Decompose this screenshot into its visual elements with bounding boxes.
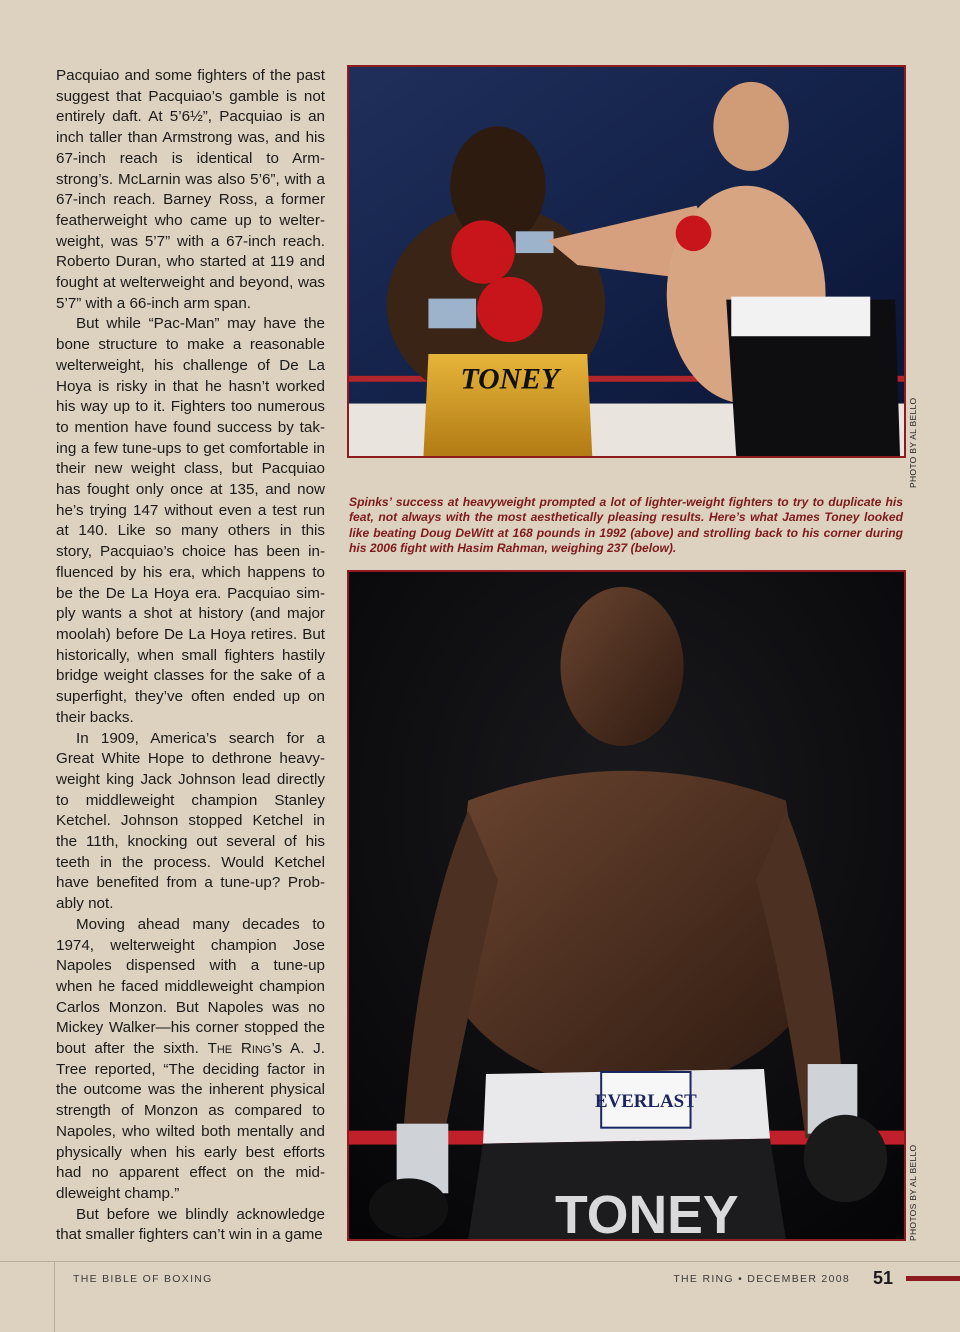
photo-caption: Spinks’ success at heavyweight prompted a lot of lighter-weight fighters to try to duplicate his feat, not always with the most aesthetically pleasing results. Here’s what James Toney looked like beating Doug DeWitt at 168 pounds in 1992 (above) and strolling back to his corner during his 2006 fight with Hasim Rahman, weighing 237 (below). (349, 495, 903, 556)
bottom-photo (347, 570, 906, 1241)
paragraph: In 1909, America’s search for a Great White Hope to dethrone heavyweight king Jack Johnson lead directly to middleweight champion Stanley Ketchel. Johnson stopped Ketchel in the 11th, knocking out several of his teeth in the process. Would Ketchel have benefited from a tune-up? Probably not. (56, 729, 325, 913)
waistband-brand: EVERLAST (595, 1090, 697, 1112)
footer-divider (0, 1261, 960, 1262)
trunks-text: TONEY (460, 362, 560, 396)
page-number: 51 (873, 1268, 894, 1288)
trunks-text: TONEY (555, 1185, 739, 1239)
paragraph: But before we blindly acknowledge that smaller fighters can’t win in a game (56, 1205, 325, 1244)
footer-accent-bar (906, 1276, 960, 1281)
paragraph: Moving ahead many decades to 1974, welterweight champion Jose Napoles dispensed with a tune-up when he faced middleweight champion Carlos Monzon. But Napoles was no Mickey Walker—his corner stopped the bout after the sixth. The Ring’s A. J. Tree reported, “The deciding factor in the outcome was the inherent physical strength of Monzon as compared to Napoles, who wilted both mentally and physically when his early best efforts had no apparent effect on the middleweight champ.” (56, 915, 325, 1202)
article-column (56, 66, 325, 1246)
paragraph: But while “Pac-Man” may have the bone structure to make a reasonable welterweight, his challenge of De La Hoya is risky in that he hasn’t worked his way up to it. Fighters too numerous to mention have found success by taking a few tune-ups to get comfortable in their new weight class, but Pacquiao has fought only once at 135, and now he’s trying 147 without even a test run at 140. Like so many others in this story, Pacquiao’s choice has been influenced by his era, which happens to be the De La Hoya era. Pacquiao simply wants a shot at history (and major moolah) before De La Hoya retires. But historically, when small fighters hastily bridge weight classes for the sake of a superfight, they’ve often ended up on their backs. (56, 315, 325, 726)
magazine-name: The Ring (207, 1040, 272, 1058)
footer-issue: THE RING • DECEMBER 2008 (673, 1273, 850, 1285)
photo-credit: PHOTOS BY AL BELLO (908, 1144, 918, 1241)
footer-tagline: THE BIBLE OF BOXING (73, 1273, 213, 1285)
footer-divider-vertical (54, 1261, 55, 1332)
paragraph: Pacquiao and some fighters of the past suggest that Pacquiao’s gamble is not entirely daft. At 5’6½”, Pacquiao is an inch taller than Armstrong was, and his 67-inch reach is identical to Armstrong’s. McLarnin was also 5’6”, with a 67-inch reach. Barney Ross, a former featherweight who came up to welterweight, was 5’7” with a 67-inch reach. Roberto Duran, who started at 119 and fought at welterweight and beyond, was 5’7” with a 66-inch arm span. (56, 67, 325, 312)
photo-credit: PHOTO BY AL BELLO (908, 397, 918, 488)
top-photo (347, 65, 906, 458)
